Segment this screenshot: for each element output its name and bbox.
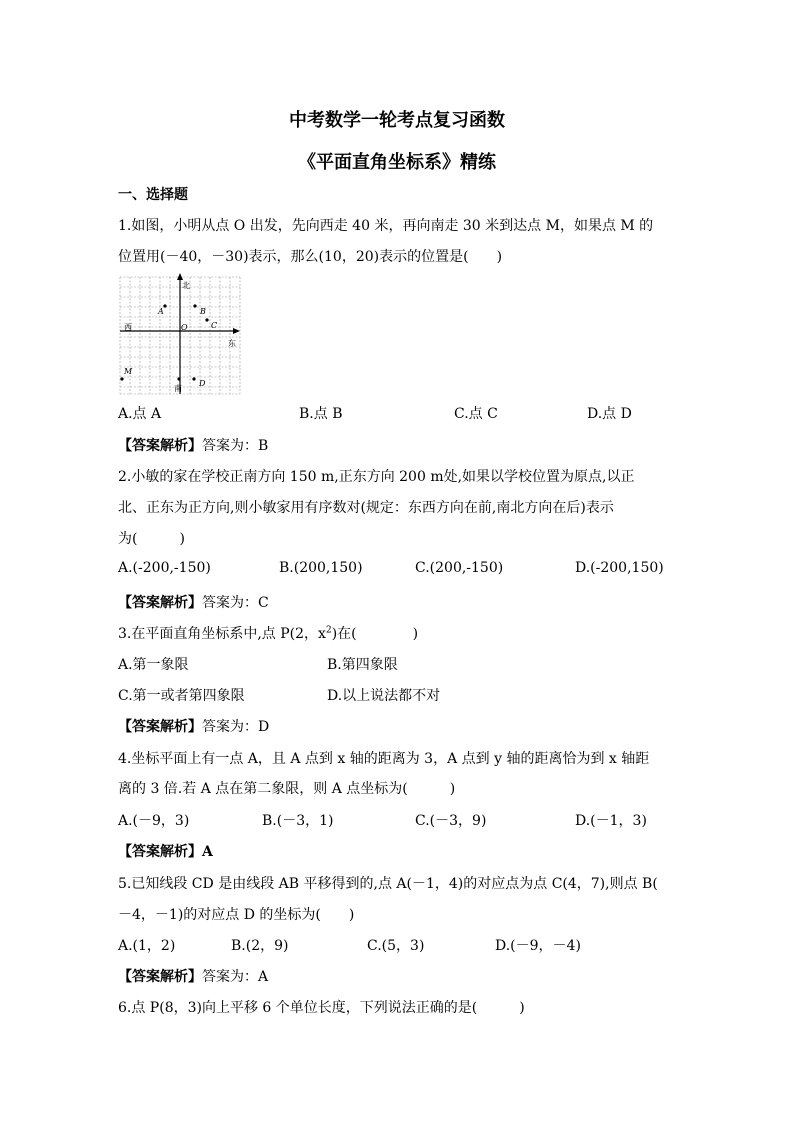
q5-option-b[interactable]: B.(2，9) [231, 938, 289, 954]
q3-option-c[interactable]: C.第一或者第四象限 [118, 688, 245, 704]
q1-option-d[interactable]: D.点 D [587, 406, 632, 422]
q3-superscript: 2 [325, 625, 332, 636]
figure-point-m-label: M [124, 367, 133, 376]
q1-answer-label: 【答案解析】 [118, 438, 202, 454]
q3-stem [118, 623, 418, 643]
q4-option-c[interactable]: C.(－3，9) [415, 813, 487, 829]
q2-stem-line-3: 为( ) [118, 531, 185, 547]
q1-answer [118, 435, 268, 455]
q1-option-c[interactable]: C.点 C [454, 406, 498, 422]
figure-north-label: 北 [182, 281, 190, 290]
figure-south-label: 南 [174, 384, 182, 393]
figure-east-label: 东 [228, 339, 236, 348]
q4-option-b[interactable]: B.(－3，1) [262, 813, 334, 829]
q4-answer [118, 841, 213, 861]
q1-coordinate-figure [118, 272, 242, 397]
q4-answer-text: A [202, 844, 213, 860]
figure-point-b [193, 304, 196, 307]
q2-answer [118, 592, 269, 612]
q3-stem-part-2: )在( ) [331, 626, 419, 642]
q1-option-b[interactable]: B.点 B [299, 406, 343, 422]
q5-stem-line-1: 5.已知线段 CD 是由线段 AB 平移得到的,点 A(－1，4)的对应点为点 C(4，7),则点 B( [118, 876, 658, 892]
q2-option-d[interactable]: D.(-200,150) [575, 560, 664, 576]
q5-answer-text: 答案为：A [202, 969, 269, 985]
q2-answer-text: 答案为：C [202, 595, 269, 611]
q3-option-d[interactable]: D.以上说法都不对 [327, 688, 441, 704]
q2-stem-line-2: 北、正东为正方向,则小敏家用有序数对(规定：东西方向在前,南北方向在后)表示 [118, 500, 614, 516]
q2-option-a[interactable]: A.(-200,-150) [118, 560, 211, 576]
q2-answer-label: 【答案解析】 [118, 595, 202, 611]
q3-answer-text: 答案为：D [202, 719, 270, 735]
q4-option-d[interactable]: D.(－1，3) [575, 813, 647, 829]
figure-point-d-label: D [199, 379, 206, 388]
q5-stem-line-2: －4，－1)的对应点 D 的坐标为( ) [118, 907, 355, 923]
title-line-2: 《平面直角坐标系》精练 [298, 152, 496, 173]
figure-west-label: 西 [124, 323, 132, 332]
q3-answer [118, 716, 269, 736]
figure-point-c [205, 318, 208, 321]
figure-point-south [177, 377, 180, 380]
q3-answer-label: 【答案解析】 [118, 719, 202, 735]
q1-stem-line-2: 位置用(－40，－30)表示，那么(10，20)表示的位置是( ) [118, 249, 503, 265]
q1-stem-line-1: 1.如图，小明从点 O 出发，先向西走 40 米，再向南走 30 米到达点 M，如果点 M 的 [118, 218, 654, 234]
q1-answer-text: 答案为：B [202, 438, 269, 454]
figure-point-d [192, 377, 195, 380]
section-heading: 一、选择题 [118, 187, 188, 203]
q2-option-b[interactable]: B.(200,150) [279, 560, 363, 576]
q5-option-a[interactable]: A.(1，2) [118, 938, 176, 954]
title-line-1: 中考数学一轮考点复习函数 [289, 110, 505, 131]
q3-option-b[interactable]: B.第四象限 [327, 657, 398, 673]
q3-stem-part-1: 3.在平面直角坐标系中,点 P(2，x [118, 626, 326, 642]
q5-option-d[interactable]: D.(－9，－4) [495, 938, 581, 954]
q5-answer-label: 【答案解析】 [118, 969, 202, 985]
q4-answer-label: 【答案解析】 [118, 844, 202, 860]
q2-stem-line-1: 2.小敏的家在学校正南方向 150 m,正东方向 200 m处,如果以学校位置为原点,以正 [118, 469, 635, 485]
figure-origin-label: O [181, 323, 188, 332]
figure-point-c-label: C [211, 321, 218, 330]
figure-point-a-label: A [158, 307, 164, 316]
figure-point-a [163, 304, 166, 307]
q3-option-a[interactable]: A.第一象限 [118, 657, 189, 673]
figure-point-b-label: B [200, 307, 206, 316]
q6-stem-line-1: 6.点 P(8，3)向上平移 6 个单位长度，下列说法正确的是( ) [118, 1000, 525, 1016]
q4-stem-line-2: 离的 3 倍.若 A 点在第二象限，则 A 点坐标为( ) [118, 781, 456, 797]
q4-option-a[interactable]: A.(－9，3) [118, 813, 190, 829]
q5-option-c[interactable]: C.(5，3) [367, 938, 425, 954]
q1-option-a[interactable]: A.点 A [118, 406, 162, 422]
q2-option-c[interactable]: C.(200,-150) [415, 560, 504, 576]
q5-answer [118, 966, 268, 986]
q4-stem-line-1: 4.坐标平面上有一点 A，且 A 点到 x 轴的距离为 3，A 点到 y 轴的距离恰为到 x 轴距 [118, 751, 650, 767]
figure-point-m [120, 377, 123, 380]
